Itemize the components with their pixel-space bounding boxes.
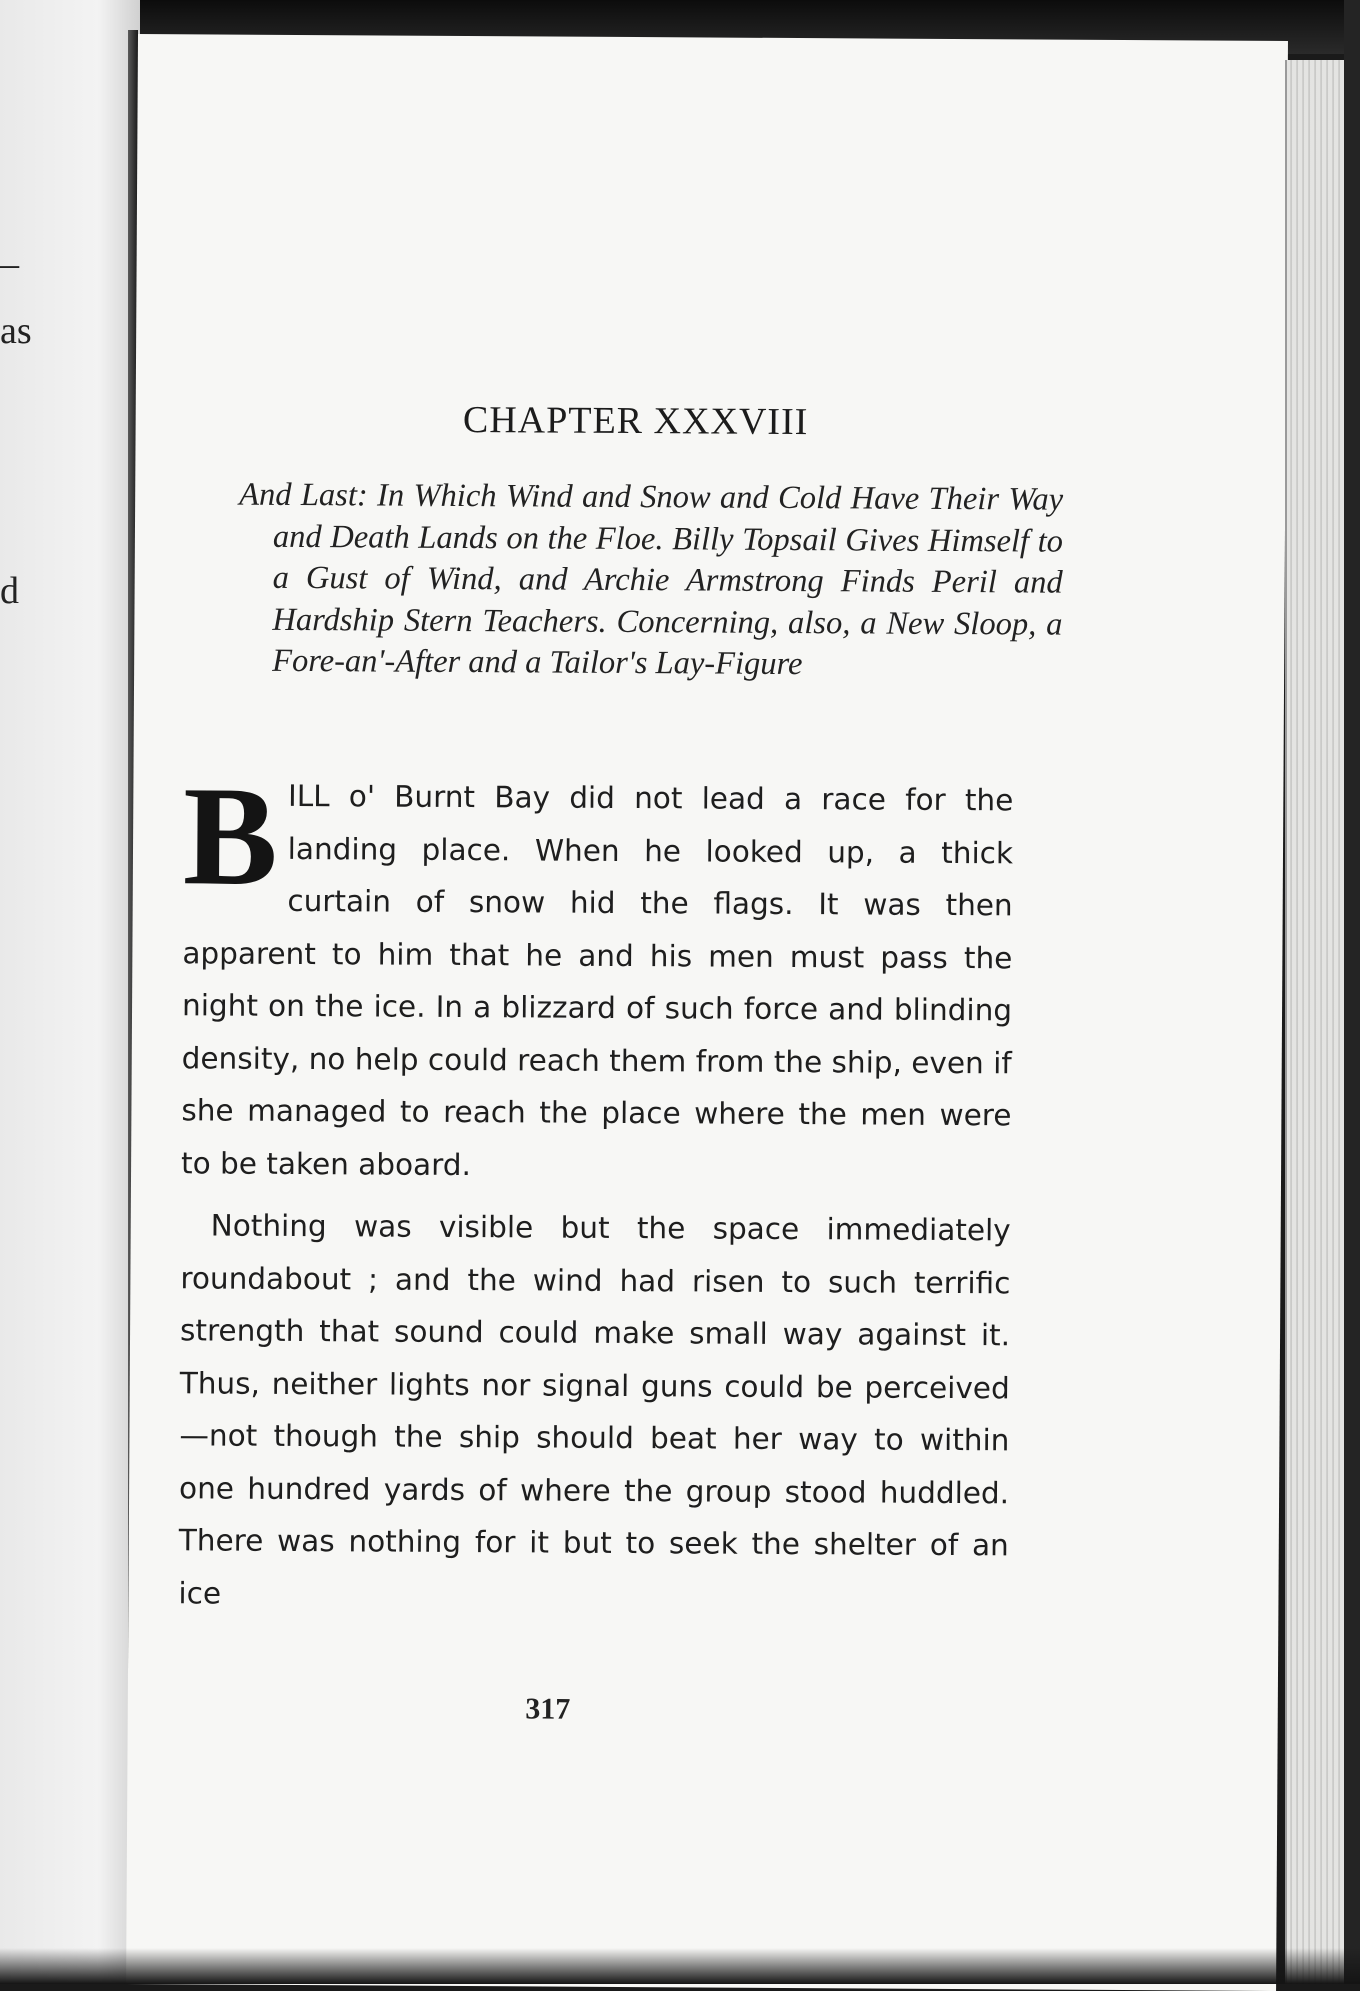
bottom-shadow (0, 1948, 1360, 1984)
page-number: 317 (525, 1692, 571, 1726)
right-page (126, 34, 1288, 1991)
book-cover-edge (1344, 0, 1360, 1984)
paragraph-2: Nothing was visible but the space immediately roundabout ; and the wind had risen to such terrific strength that sound could make small way against it. Thus, neither lights nor signal guns could be perceived—not though the ship should beat her way to within one hundred yards of where the group stood huddled. There was nothing for it but to seek the shelter of an ice (178, 1208, 1011, 1611)
drop-cap: B (182, 756, 279, 915)
paragraph-1 (181, 756, 1014, 1194)
paragraph-1-text: ILL o' Burnt Bay did not lead a race for the landing place. When he looked up, a thick curtain of snow hid the flags. It was then apparent to him that he and his men must pass the night on the ice. In a blizzard of such force and blinding density, no help could reach them from the ship, even if she managed to reach the place where the men were to be taken aboard. (181, 778, 1014, 1182)
body-text (178, 756, 1014, 1624)
chapter-title: CHAPTER XXXVIII (462, 398, 809, 444)
left-page (0, 0, 140, 1984)
left-page-fragment: as (0, 310, 32, 352)
page-edges (1285, 60, 1347, 1984)
left-page-fragment: d (0, 570, 19, 612)
left-page-fragment: _ (0, 230, 19, 272)
chapter-summary: And Last: In Which Wind and Snow and Cold Have Their Way and Death Lands on the Floe. Billy Topsail Gives Himself to a Gust of Wind, and Archie Armstrong Finds Peril and Hardship Stern Teachers. Concerning, also, a New Sloop, a Fore-an'-After and a Tailor's Lay-Figure (239, 476, 1064, 683)
